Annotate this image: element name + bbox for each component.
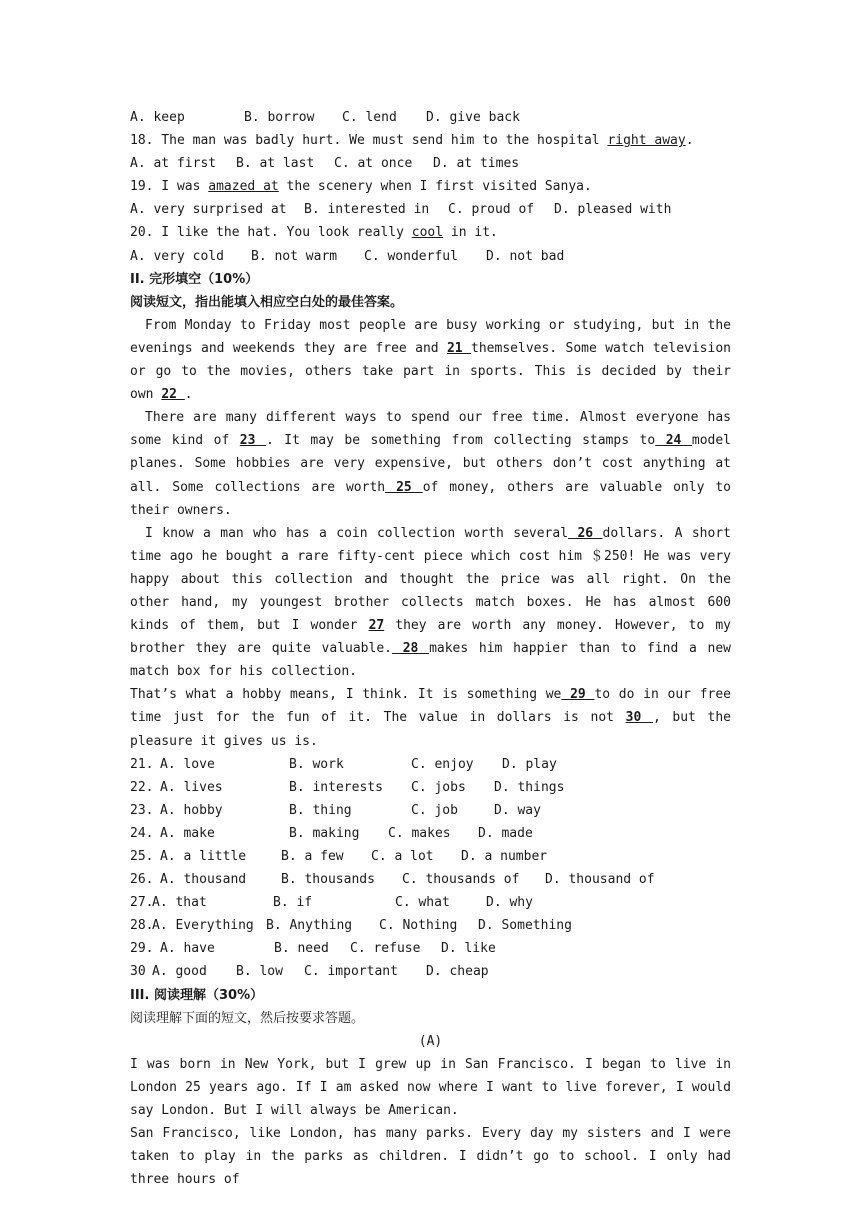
section-2-title: II. 完形填空（10%） (130, 271, 259, 287)
option-a: A. make (160, 825, 215, 841)
option-c: C. a lot (371, 849, 434, 864)
q20-text-after: in it. (443, 225, 498, 241)
q17-option-b: B. borrow (244, 110, 315, 125)
q19-options (130, 198, 731, 221)
option-c: C. job (411, 802, 458, 818)
reading-a-paragraph-1: I was born in New York, but I grew up in San Francisco. I began to live in London 25 years ago. If I am asked now where I want to live forever, I would say London. But I will always be American. (130, 1056, 731, 1119)
cloze-paragraph-2 (130, 406, 731, 521)
option-d: D. Something (478, 918, 572, 934)
option-a: A. lives (160, 779, 223, 795)
q20-stem (130, 221, 731, 244)
q19-number: 19. (130, 179, 154, 195)
option-number: 25. (130, 849, 162, 864)
option-number: 26. (130, 872, 162, 888)
blank-27: 27 (368, 618, 385, 634)
q18-option-c: C. at once (334, 156, 413, 172)
q18-stem (130, 129, 731, 152)
blank-26: 26 (568, 525, 603, 541)
q19-text-after: the scenery when I first visited Sanya. (278, 179, 592, 195)
option-d: D. cheap (426, 964, 489, 980)
option-c: C. what (395, 895, 450, 911)
option-d: D. way (494, 802, 541, 818)
section-2-instruction: 阅读短文，指出能填入相应空白处的最佳答案。 (130, 294, 404, 310)
option-number: 27. (130, 895, 154, 911)
option-b: B. thousands (281, 872, 375, 888)
passage-text: they are worth any money. However, to my brother they are quite valuable. (130, 618, 731, 657)
cloze-options-22 (130, 776, 731, 799)
passage-text: to do in our free time just for the fun of it. The value in dollars is not (130, 687, 732, 726)
option-c: C. makes (388, 825, 451, 841)
passage-text: That’s what a hobby means, I think. It is something we (130, 687, 562, 703)
passage-text: There are many different ways to spend our free time. Almost everyone has some kind of (130, 410, 731, 449)
blank-28: 28 (391, 641, 430, 657)
option-d: D. made (478, 825, 533, 841)
option-d: D. things (494, 779, 565, 795)
q18-text-before: The man was badly hurt. We must send him to the hospital (153, 133, 608, 149)
section-3-instruction: 阅读理解下面的短文，然后按要求答题。 (130, 1010, 365, 1026)
option-number: 23. (130, 802, 162, 818)
option-c: C. Nothing (379, 918, 458, 934)
option-number: 24. (130, 825, 162, 841)
option-a: A. love (160, 756, 215, 772)
option-d: D. why (486, 895, 533, 911)
q18-text-after: . (685, 133, 694, 149)
reading-a-paragraph-2: San Francisco, like London, has many parks. Every day my sisters and I were taken to play in the parks as children. I didn’t go to school. I only had three hours of (130, 1126, 731, 1188)
q19-stem (130, 175, 731, 198)
option-c: C. jobs (411, 779, 466, 795)
q20-number: 20. (130, 225, 154, 241)
passage-text: makes him happier than to find a new match box for his collection. (130, 641, 731, 680)
cloze-options-26 (130, 868, 731, 891)
option-c: C. important (304, 964, 398, 980)
option-c: C. enjoy (411, 756, 474, 772)
blank-23: 23 (239, 433, 266, 449)
passage-text: dollars. A short time ago he bought a rare fifty-cent piece which cost him ＄250! He was very happy about this collection and thought the price was all right. On the other hand, my youngest brother collects match boxes. He has almost 600 kinds of them, but I wonder (130, 525, 731, 634)
option-d: D. thousand of (545, 872, 655, 888)
option-b: B. need (274, 941, 329, 957)
q19-option-a: A. very surprised at (130, 202, 287, 218)
passage-text: I know a man who has a coin collection worth several (145, 525, 569, 541)
option-a: A. a little (160, 849, 247, 864)
cloze-options-25 (130, 845, 731, 868)
q17-option-a: A. keep (130, 110, 185, 125)
option-b: B. work (289, 756, 344, 772)
cloze-options-24 (130, 822, 731, 845)
q18-option-b: B. at last (236, 156, 315, 172)
option-b: B. Anything (266, 918, 353, 934)
option-number: 22. (130, 779, 162, 795)
q18-number: 18. (130, 133, 154, 149)
q20-options (130, 245, 731, 268)
q19-option-d: D. pleased with (554, 202, 672, 218)
option-b: B. low (236, 964, 283, 980)
q18-option-a: A. at first (130, 156, 217, 172)
option-number: 30 (130, 964, 154, 980)
cloze-options-27 (130, 891, 731, 914)
q20-option-c: C. wonderful (364, 248, 458, 264)
passage-text: . (184, 387, 193, 403)
blank-21: 21 (446, 340, 472, 356)
q18-option-d: D. at times (433, 156, 520, 172)
blank-29: 29 (561, 687, 595, 703)
q20-option-a: A. very cold (130, 248, 224, 264)
option-d: D. like (441, 941, 496, 957)
option-b: B. a few (281, 849, 344, 864)
option-number: 21. (130, 756, 162, 772)
blank-22: 22 (161, 387, 185, 403)
option-b: B. thing (289, 802, 352, 818)
option-d: D. play (502, 756, 557, 772)
q18-underlined: right away (607, 133, 686, 149)
q19-text-before: I was (153, 179, 209, 195)
option-c: C. thousands of (402, 872, 520, 888)
q20-option-b: B. not warm (251, 248, 338, 264)
option-a: A. hobby (160, 802, 223, 818)
cloze-paragraph-1 (130, 314, 731, 406)
q20-text-before: I like the hat. You look really (153, 225, 412, 241)
reading-a-subtitle: (A) (418, 1033, 443, 1049)
q20-option-d: D. not bad (486, 248, 565, 264)
cloze-paragraph-3 (130, 522, 731, 684)
option-b: B. interests (289, 779, 383, 795)
passage-text: From Monday to Friday most people are busy working or studying, but in the evenings and weekends they are free and (130, 317, 731, 356)
document-page (130, 106, 731, 1191)
q18-options (130, 152, 731, 175)
option-a: A. Everything (152, 918, 254, 934)
cloze-paragraph-4 (130, 683, 731, 752)
blank-30: 30 (625, 710, 653, 726)
blank-24: 24 (655, 433, 692, 449)
option-a: A. good (152, 964, 207, 980)
cloze-options-30 (130, 960, 731, 983)
option-a: A. that (152, 895, 207, 911)
option-d: D. a number (461, 849, 548, 864)
passage-text: . It may be something from collecting stamps to (265, 433, 656, 449)
q17-option-c: C. lend (342, 110, 397, 125)
option-b: B. making (289, 825, 360, 841)
q17-options (130, 106, 731, 129)
passage-text: themselves. Some watch television or go to the movies, others take part in sports. This is decided by their own (130, 340, 731, 403)
cloze-options-23 (130, 799, 731, 822)
passage-text: of money, others are valuable only to their owners. (130, 479, 732, 518)
section-3-title: III. 阅读理解（30%） (130, 987, 264, 1003)
option-b: B. if (273, 895, 313, 911)
cloze-options-21 (130, 753, 731, 776)
option-c: C. refuse (350, 941, 421, 957)
blank-25: 25 (385, 479, 423, 495)
option-a: A. have (160, 941, 215, 957)
passage-text: model planes. Some hobbies are very expensive, but others don’t cost anything at all. Some collections are worth (130, 433, 732, 495)
cloze-options-28 (130, 914, 731, 937)
option-number: 29. (130, 941, 162, 957)
q17-option-d: D. give back (426, 110, 520, 125)
q19-underlined: amazed at (208, 179, 279, 195)
cloze-options-29 (130, 937, 731, 960)
q19-option-b: B. interested in (304, 202, 430, 218)
option-a: A. thousand (160, 872, 247, 888)
option-number: 28. (130, 918, 154, 934)
q19-option-c: C. proud of (448, 202, 535, 218)
passage-text: , but the pleasure it gives us is. (130, 710, 731, 749)
q20-underlined: cool (411, 225, 444, 241)
